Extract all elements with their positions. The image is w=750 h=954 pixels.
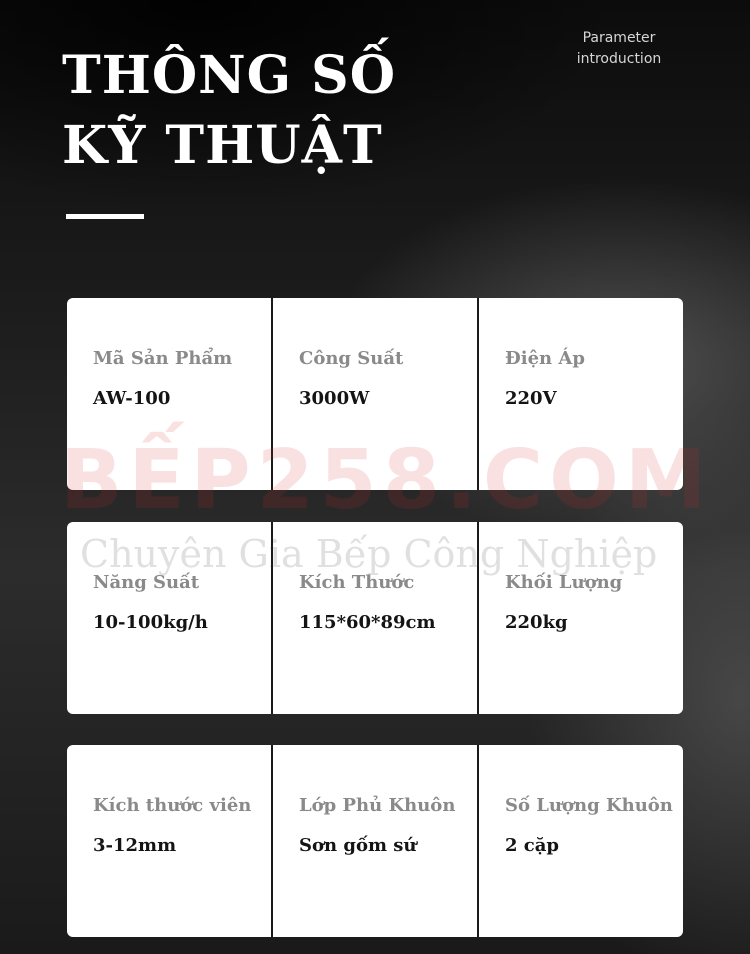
parameter-label-line-1: Parameter [582, 30, 656, 46]
spec-cell-mold-coating [273, 745, 479, 937]
spec-value: 220V [505, 388, 557, 409]
spec-value: 2 cặp [505, 835, 559, 856]
spec-label: Điện Áp [505, 348, 585, 369]
spec-cell-pellet-size [67, 745, 273, 937]
parameter-label-line-2: introduction [576, 51, 662, 67]
spec-label: Kích Thước [299, 572, 415, 593]
spec-value: 220kg [505, 612, 568, 633]
spec-cell-dimensions [273, 522, 479, 714]
title-underline-divider [66, 214, 144, 219]
spec-cell-voltage [479, 298, 683, 490]
spec-label: Mã Sản Phẩm [93, 348, 233, 369]
spec-panel-row-2 [67, 522, 683, 714]
spec-label: Khối Lượng [505, 572, 623, 593]
spec-value: 115*60*89cm [299, 612, 436, 633]
spec-label: Số Lượng Khuôn [505, 795, 673, 816]
spec-cell-power [273, 298, 479, 490]
spec-label: Năng Suất [93, 572, 200, 593]
spec-label: Kích thước viên [93, 795, 252, 816]
spec-cell-weight [479, 522, 683, 714]
spec-label: Công Suất [299, 348, 404, 369]
spec-value: AW-100 [93, 388, 171, 409]
spec-label: Lớp Phủ Khuôn [299, 795, 456, 816]
page-title-line-1: THÔNG SỐ [62, 45, 397, 106]
spec-panel-row-1 [67, 298, 683, 490]
spec-panel-row-3 [67, 745, 683, 937]
parameter-introduction-label [560, 28, 678, 70]
page-title-line-2: KỸ THUẬT [62, 115, 383, 176]
spec-value: Sơn gốm sứ [299, 835, 417, 856]
spec-cell-mold-count [479, 745, 683, 937]
spec-cell-capacity [67, 522, 273, 714]
spec-cell-product-code [67, 298, 273, 490]
spec-value: 10-100kg/h [93, 612, 208, 633]
spec-value: 3-12mm [93, 835, 177, 856]
spec-value: 3000W [299, 388, 370, 409]
